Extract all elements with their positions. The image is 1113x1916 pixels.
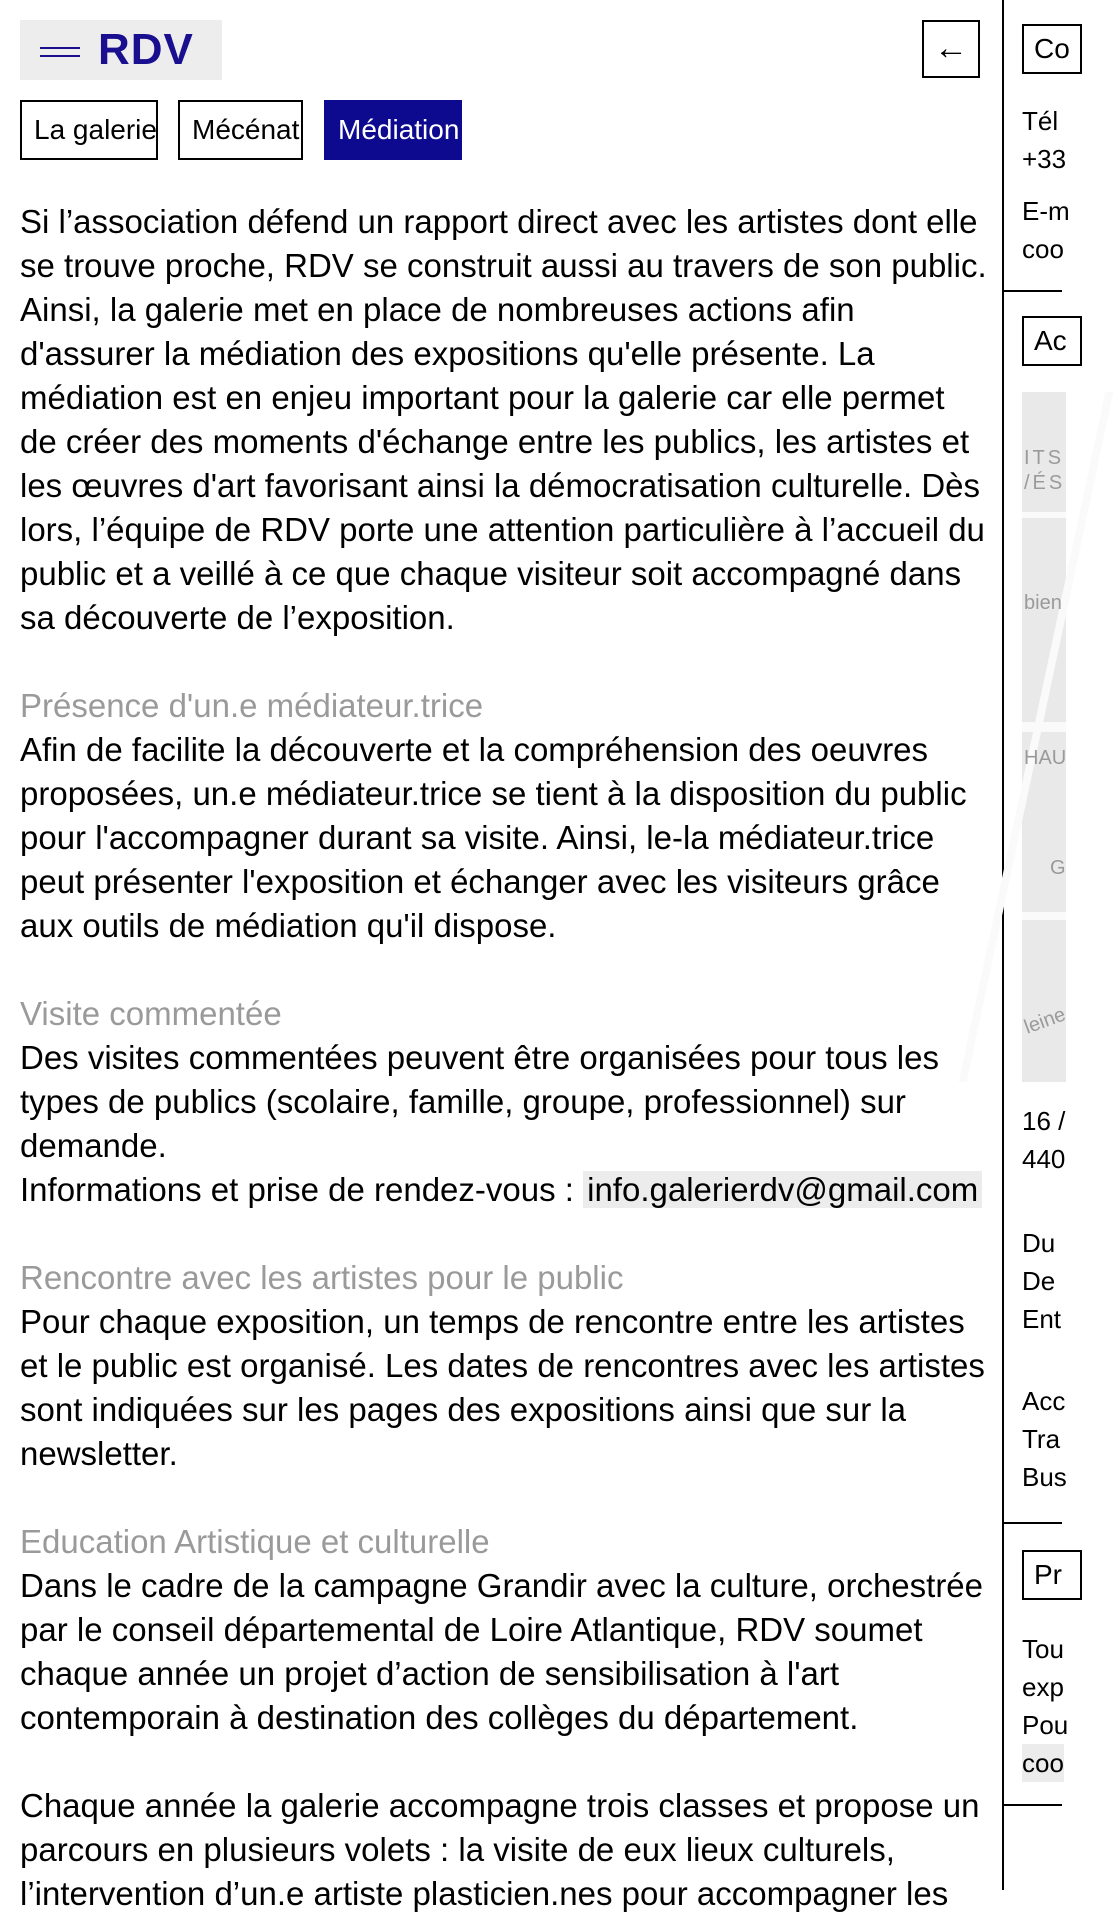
info-sidebar [1004, 0, 1070, 1890]
map-label-2: /ÉS [1024, 472, 1066, 494]
logo-text: RDV [98, 25, 194, 74]
hours-line-1: Du [1022, 1228, 1056, 1258]
menu-icon[interactable] [40, 47, 80, 63]
map-label-6: leine [1021, 1003, 1069, 1039]
map-label-4: HAU [1024, 747, 1067, 769]
press-line-3: Pou [1022, 1710, 1069, 1740]
email-label: E-m [1022, 196, 1070, 226]
section-body-visite: Des visites commentées peuvent être organisées pour tous les types de publics (scolaire, famille, groupe, professionnel) sur demande. [20, 1039, 939, 1164]
tab-la-galerie[interactable]: La galerie [20, 100, 158, 160]
article [20, 200, 990, 1916]
map-label-1: ITS [1024, 447, 1065, 469]
section-title-visite: Visite commentée [20, 995, 282, 1032]
intro-paragraph: Si l’association défend un rapport direct avec les artistes dont elle se trouve proche, RDV se construit aussi au travers de son public. Ainsi, la galerie met en place de nombreuses actions afin d'assurer la médiation des expositions qu'elle présente. La médiation est en enjeu important pour la galerie car elle permet de créer des moments d'échange entre les publics, les artistes et les œuvres d'art favorisant ainsi la démocratisation culturelle. Dès lors, l’équipe de RDV porte une attention particulière à l’accueil du public et a veillé à ce que chaque visiteur soit accompagné dans sa découverte de l’exposition. [20, 203, 987, 636]
tel-label: Tél [1022, 106, 1059, 136]
contact-heading[interactable]: Co [1022, 24, 1082, 74]
sidebar-divider-2 [1004, 1522, 1062, 1524]
tab-mecenat[interactable]: Mécénat [178, 100, 303, 160]
press-line-2: exp [1022, 1672, 1064, 1702]
address-line-2: 440 [1022, 1144, 1066, 1174]
access-line-1: Acc [1022, 1386, 1066, 1416]
hours-line-3: Ent [1022, 1304, 1062, 1334]
email-value[interactable]: coo [1022, 234, 1064, 264]
section-body-education-1: Dans le cadre de la campagne Grandir avec la culture, orchestrée par le conseil départemental de Loire Atlantique, RDV soumet chaque année un projet d’action de sensibilisation à l'art contemporain à destination des collèges du département. [20, 1567, 984, 1736]
section-title-education: Education Artistique et culturelle [20, 1523, 490, 1560]
press-line-4[interactable]: coo [1022, 1744, 1064, 1782]
address-heading[interactable]: Ac [1022, 316, 1082, 366]
visite-info-label: Informations et prise de rendez-vous : [20, 1171, 574, 1208]
map-label-5: G [1050, 857, 1069, 879]
hours-line-2: De [1022, 1266, 1056, 1296]
email-link[interactable]: info.galerierdv@gmail.com [583, 1171, 982, 1208]
access-line-3: Bus [1022, 1462, 1067, 1492]
section-body-education-2: Chaque année la galerie accompagne trois classes et propose un parcours en plusieurs volets : la visite de eux lieux culturels, l’intervention d’un.e artiste plasticien.nes pour accompagner les [20, 1787, 980, 1912]
back-button[interactable]: ← [922, 20, 980, 78]
section-title-mediateur: Présence d'un.e médiateur.trice [20, 687, 484, 724]
section-body-rencontre: Pour chaque exposition, un temps de rencontre entre les artistes et le public est organisé. Les dates de rencontres avec les artistes sont indiquées sur les pages des expositions ainsi que sur la newsletter. [20, 1303, 985, 1472]
press-heading[interactable]: Pr [1022, 1550, 1082, 1600]
logo[interactable] [20, 20, 222, 80]
section-body-mediateur: Afin de facilite la découverte et la compréhension des oeuvres proposées, un.e médiateur.trice se tient à la disposition du public pour l'accompagner durant sa visite. Ainsi, le-la médiateur.trice peut présenter l'exposition et échanger avec les visiteurs grâce aux outils de médiation qu'il dispose. [20, 731, 967, 944]
address-line-1: 16 / [1022, 1106, 1066, 1136]
sidebar-divider-3 [1004, 1804, 1062, 1806]
map[interactable] [1021, 392, 1069, 1082]
access-line-2: Tra [1022, 1424, 1061, 1454]
tab-mediation[interactable]: Médiation [324, 100, 462, 160]
tel-value[interactable]: +33 [1022, 144, 1067, 174]
sidebar-divider [1004, 290, 1062, 292]
press-line-1: Tou [1022, 1634, 1064, 1664]
section-title-rencontre: Rencontre avec les artistes pour le public [20, 1259, 624, 1296]
visite-info-line [20, 1168, 990, 1212]
map-label-3: bien [1024, 592, 1062, 614]
